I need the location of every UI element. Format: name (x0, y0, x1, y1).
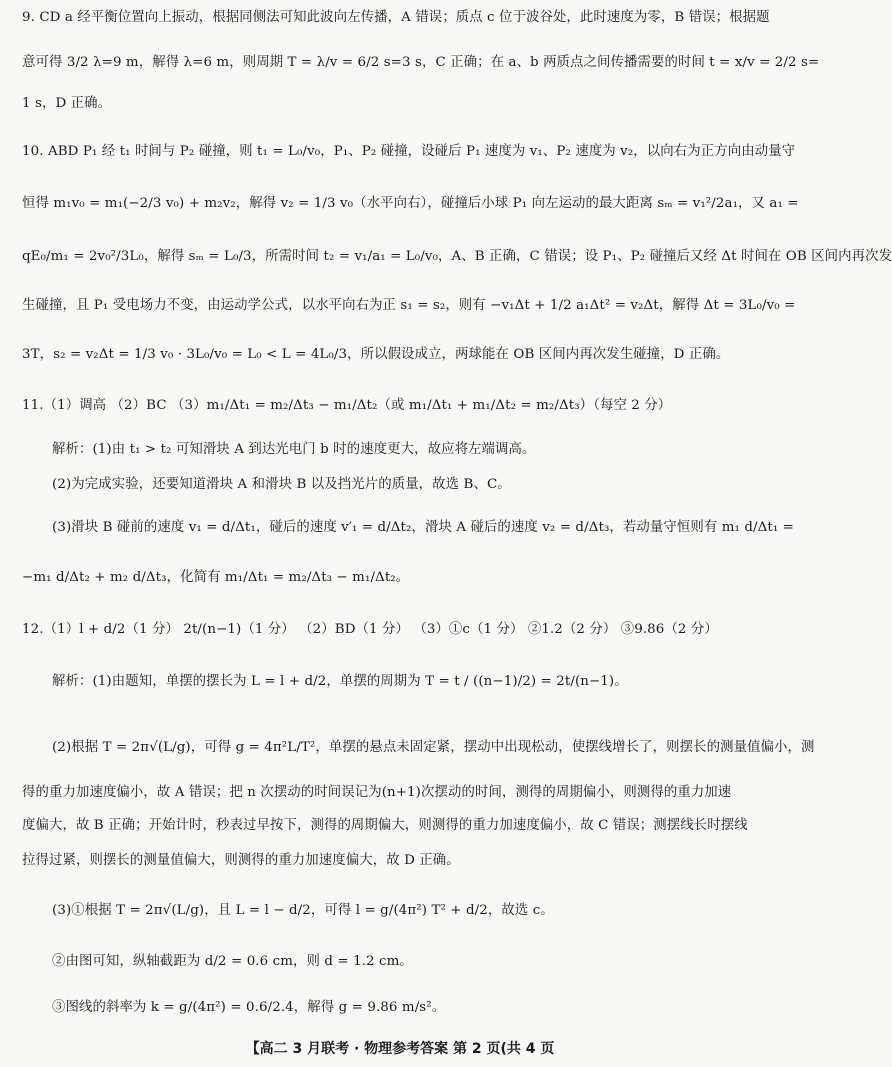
q11-analysis-1: 解析：(1)由 t₁ > t₂ 可知滑块 A 到达光电门 b 时的速度更大，故应将左端调高。 (52, 442, 536, 457)
q10-line-3: qE₀/m₁ = 2v₀²/3L₀，解得 sₘ = L₀/3，所需时间 t₂ = v₁/a₁ = L₀/v₀，A、B 正确，C 错误；设 P₁、P₂ 碰撞后又经 Δt 时间在 OB 区间内再次发 (22, 249, 892, 264)
q12-analysis-1: 解析：(1)由题知，单摆的摆长为 L = l + d/2，单摆的周期为 T = t / ((n−1)/2) = 2t/(n−1)。 (52, 674, 628, 689)
q12-analysis-8: ③图线的斜率为 k = g/(4π²) = 0.6/2.4，解得 g = 9.86 m/s²。 (52, 1000, 446, 1015)
q9-line-3: 1 s，D 正确。 (22, 96, 112, 111)
q9-line-1: 9. CD a 经平衡位置向上振动，根据同侧法可知此波向左传播，A 错误；质点 c 位于波谷处，此时速度为零，B 错误；根据题 (22, 10, 770, 25)
q10-line-5: 3T，s₂ = v₂Δt = 1/3 v₀ · 3L₀/v₀ = L₀ < L = 4L₀/3，所以假设成立，两球能在 OB 区间内再次发生碰撞，D 正确。 (22, 347, 730, 362)
q11-analysis-4: −m₁ d/Δt₂ + m₂ d/Δt₃，化简有 m₁/Δt₁ = m₂/Δt₃ − m₁/Δt₂。 (22, 570, 410, 585)
q9-line-2: 意可得 3/2 λ=9 m，解得 λ=6 m，则周期 T = λ/v = 6/2 s=3 s，C 正确；在 a、b 两质点之间传播需要的时间 t = x/v = 2/2 s= (22, 55, 820, 70)
q11-answer: 11.（1）调高 （2）BC （3）m₁/Δt₁ = m₂/Δt₃ − m₁/Δt₂（或 m₁/Δt₁ + m₁/Δt₂ = m₂/Δt₃）（每空 2 分） (22, 398, 672, 413)
q10-line-2: 恒得 m₁v₀ = m₁(−2/3 v₀) + m₂v₂，解得 v₂ = 1/3 v₀（水平向右），碰撞后小球 P₁ 向左运动的最大距离 sₘ = v₁²/2a₁，又 a₁ = (22, 196, 799, 211)
q12-analysis-2: (2)根据 T = 2π√(L/g)，可得 g = 4π²L/T²，单摆的悬点未固定紧，摆动中出现松动，使摆线增长了，则摆长的测量值偏小，测 (52, 740, 815, 755)
q12-analysis-5: 拉得过紧，则摆长的测量值偏大，则测得的重力加速度偏大，故 D 正确。 (22, 853, 460, 868)
q12-analysis-3: 得的重力加速度偏小，故 A 错误；把 n 次摆动的时间误记为(n+1)次摆动的时间，测得的周期偏小，则测得的重力加速 (22, 785, 732, 800)
q12-answer: 12.（1）l + d/2（1 分） 2t/(n−1)（1 分） （2）BD（1 分） （3）①c（1 分） ②1.2（2 分） ③9.86（2 分） (22, 622, 718, 637)
q11-analysis-3: (3)滑块 B 碰前的速度 v₁ = d/Δt₁，碰后的速度 v′₁ = d/Δt₂，滑块 A 碰后的速度 v₂ = d/Δt₃，若动量守恒则有 m₁ d/Δt₁ = (52, 520, 795, 535)
q12-analysis-4: 度偏大，故 B 正确；开始计时，秒表过早按下，测得的周期偏大，则测得的重力加速度偏小，故 C 错误；测摆线长时摆线 (22, 818, 748, 833)
q11-analysis-2: (2)为完成实验，还要知道滑块 A 和滑块 B 以及挡光片的质量，故选 B、C。 (52, 477, 511, 492)
q12-analysis-7: ②由图可知，纵轴截距为 d/2 = 0.6 cm，则 d = 1.2 cm。 (52, 954, 413, 969)
page-footer: 【高二 3 月联考 · 物理参考答案 第 2 页(共 4 页 (245, 1041, 555, 1057)
q12-analysis-6: (3)①根据 T = 2π√(L/g)，且 L = l − d/2，可得 l = g/(4π²) T² + d/2，故选 c。 (52, 903, 554, 918)
q10-line-1: 10. ABD P₁ 经 t₁ 时间与 P₂ 碰撞，则 t₁ = L₀/v₀，P₁、P₂ 碰撞，设碰后 P₁ 速度为 v₁、P₂ 速度为 v₂，以向右为正方向由动量守 (22, 144, 796, 159)
q10-line-4: 生碰撞，且 P₁ 受电场力不变，由运动学公式，以水平向右为正 s₁ = s₂，则有 −v₁Δt + 1/2 a₁Δt² = v₂Δt，解得 Δt = 3L₀/v₀ = (22, 298, 796, 313)
